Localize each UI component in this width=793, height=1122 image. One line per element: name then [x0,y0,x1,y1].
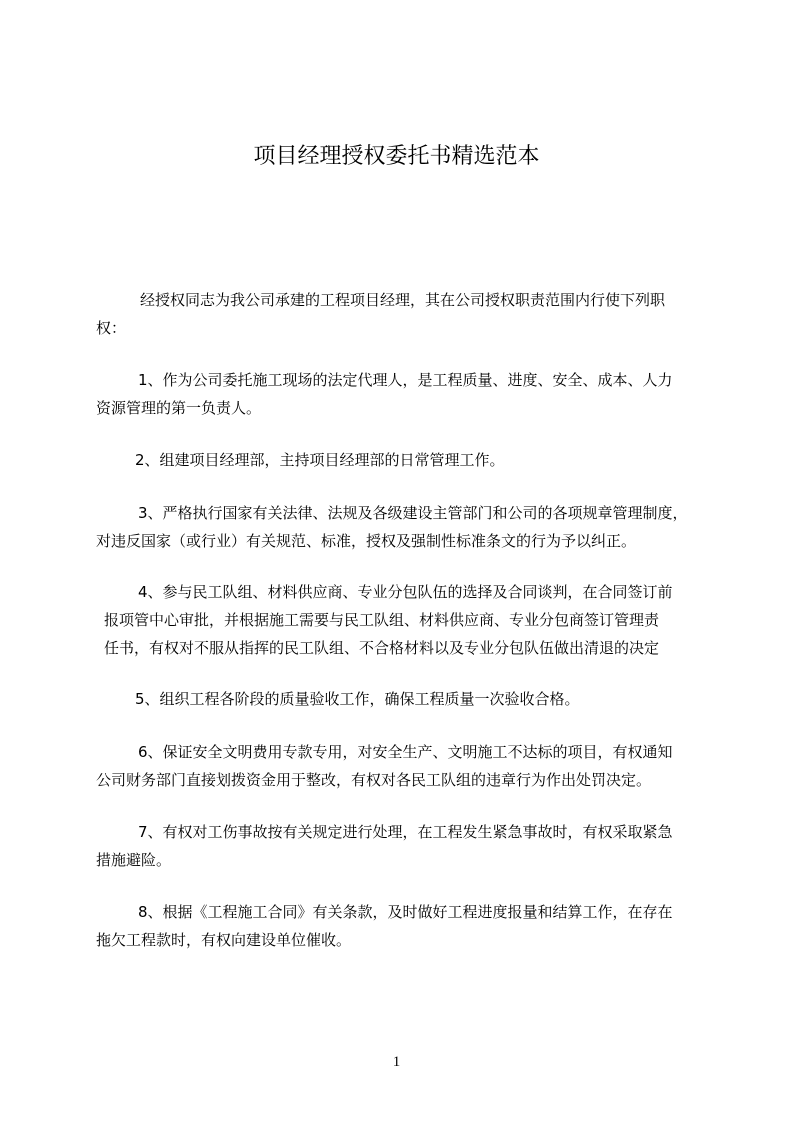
clause-8-line-2: 拖欠工程款时，有权向建设单位催收。 [96,931,352,949]
intro-line-2: 权： [96,319,127,337]
clause-4-line-2: 报项管中心审批，并根据施工需要与民工队组、材料供应商、专业分包商签订管理责 [104,611,660,629]
clause-3 [96,499,720,555]
clause-4-line-1: 4、参与民工队组、材料供应商、专业分包队伍的选择及合同谈判，在合同签订前 [138,583,673,601]
clause-8 [96,898,720,954]
clause-7-line-1: 7、有权对工伤事故按有关规定进行处理，在工程发生紧急事故时，有权采取紧急 [138,823,673,841]
clause-7 [96,818,720,874]
clause-2-line-1: 2、组建项目经理部，主持项目经理部的日常管理工作。 [135,451,505,469]
clause-1-line-1: 1、作为公司委托施工现场的法定代理人，是工程质量、进度、安全、成本、人力 [138,371,673,389]
clause-1-line-2: 资源管理的第一负责人。 [96,399,262,417]
page-number: 1 [392,1054,401,1070]
clause-5-line-1: 5、组织工程各阶段的质量验收工作，确保工程质量一次验收合格。 [135,690,580,708]
clause-8-line-1: 8、根据《工程施工合同》有关条款，及时做好工程进度报量和结算工作，在存在 [138,903,673,921]
clause-6-line-1: 6、保证安全文明费用专款专用，对安全生产、文明施工不达标的项目，有权通知 [138,743,673,761]
page-title: 项目经理授权委托书精选范本 [253,144,540,169]
clause-4-line-3: 任书，有权对不服从指挥的民工队组、不合格材料以及专业分包队伍做出清退的决定 [104,639,660,657]
intro-paragraph [96,286,720,342]
clause-2 [100,446,720,474]
clause-3-line-1: 3、严格执行国家有关法律、法规及各级建设主管部门和公司的各项规章管理制度， [138,504,688,522]
clause-4 [100,578,720,662]
clause-3-line-2: 对违反国家（或行业）有关规范、标准，授权及强制性标准条文的行为予以纠正。 [96,532,637,550]
clause-1 [96,366,720,422]
clause-7-line-2: 措施避险。 [96,851,172,869]
clause-6-line-2: 公司财务部门直接划拨资金用于整改，有权对各民工队组的违章行为作出处罚决定。 [96,771,652,789]
clause-6 [96,738,720,794]
intro-line-1: 经授权同志为我公司承建的工程项目经理，其在公司授权职责范围内行使下列职 [140,291,666,309]
clause-5 [100,685,720,713]
